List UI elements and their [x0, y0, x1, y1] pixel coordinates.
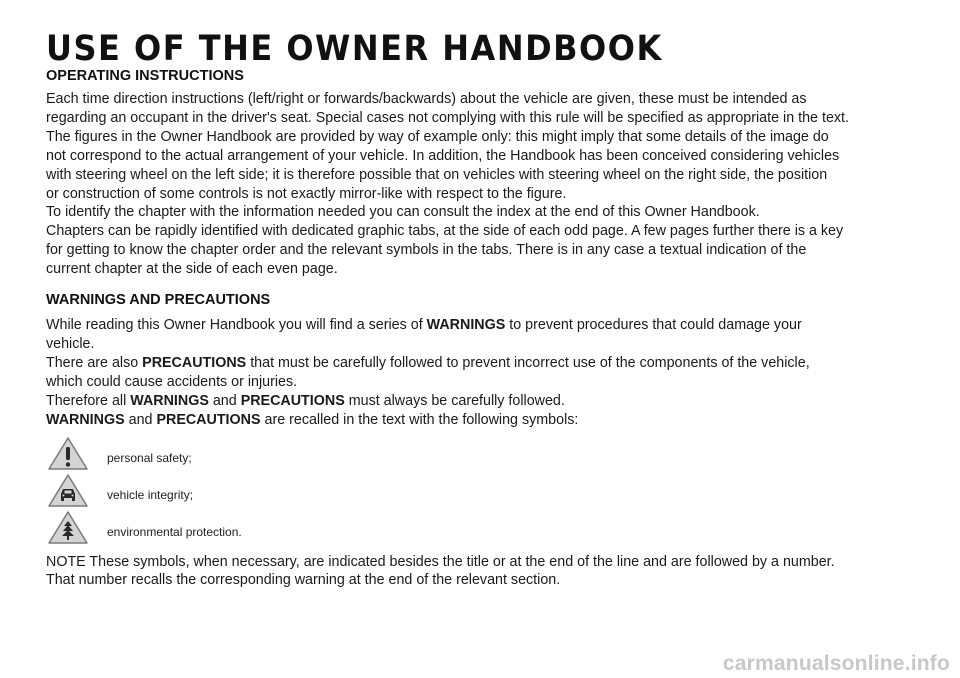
text-line: regarding an occupant in the driver's seat. Special cases not complying with this rule will be specified as appropriate in the text.: [46, 109, 849, 126]
text-line: current chapter at the side of each even page.: [46, 261, 338, 278]
text-run: to prevent procedures that could damage your: [505, 317, 802, 334]
text-line: [46, 392, 926, 411]
precautions-term: PRECAUTIONS: [156, 411, 261, 428]
symbol-list: [46, 436, 926, 547]
text-run: and: [124, 411, 157, 428]
text-line: The figures in the Owner Handbook are provided by way of example only: this might imply that some details of the image do: [46, 128, 829, 145]
text-line: for getting to know the chapter order and the relevant symbols in the tabs. There is in any case a textual indication of the: [46, 242, 807, 259]
text-run: are recalled in the text with the following symbols:: [260, 411, 579, 428]
warnings-precautions-heading: WARNINGS AND PRECAUTIONS: [46, 292, 271, 309]
symbol-row-environmental-protection: [46, 510, 926, 547]
symbol-row-vehicle-integrity: [46, 473, 926, 510]
operating-instructions-text: [46, 90, 926, 279]
page-content: [46, 27, 926, 590]
text-line: with steering wheel on the left side; it is therefore possible that on vehicles with steering wheel on the right side, the position: [46, 166, 828, 183]
text-line: NOTE These symbols, when necessary, are indicated besides the title or at the end of the line and are followed by a number.: [46, 553, 835, 570]
text-run: must always be carefully followed.: [344, 392, 565, 409]
precautions-term: PRECAUTIONS: [142, 354, 247, 371]
text-line: To identify the chapter with the information needed you can consult the index at the end of this Owner Handbook.: [46, 204, 760, 221]
operating-instructions-heading: OPERATING INSTRUCTIONS: [46, 68, 244, 84]
note-text: [46, 553, 926, 591]
precautions-term: PRECAUTIONS: [240, 392, 345, 409]
text-line: or construction of some controls is not exactly mirror-like with respect to the figure.: [46, 185, 567, 202]
page-title: USE OF THE OWNER HANDBOOK: [46, 27, 663, 69]
text-line: which could cause accidents or injuries.: [46, 373, 298, 390]
warnings-term: WARNINGS: [130, 392, 209, 409]
text-line: [46, 354, 926, 373]
text-run: and: [208, 392, 241, 409]
text-run: that must be carefully followed to prevent incorrect use of the components of the vehicle,: [246, 354, 810, 371]
environmental-protection-warning-icon: [46, 510, 90, 546]
text-run: There are also: [46, 354, 143, 371]
vehicle-integrity-warning-icon: [46, 473, 90, 509]
text-run: Therefore all: [46, 392, 131, 409]
warnings-precautions-text: [46, 316, 926, 429]
text-line: That number recalls the corresponding warning at the end of the relevant section.: [46, 572, 561, 589]
text-line: [46, 411, 926, 430]
personal-safety-warning-icon: [46, 436, 90, 472]
text-line: not correspond to the actual arrangement of your vehicle. In addition, the Handbook has been conceived considering vehicles: [46, 147, 840, 164]
warnings-term: WARNINGS: [426, 317, 506, 334]
text-line: [46, 316, 926, 335]
symbol-row-personal-safety: [46, 436, 926, 473]
text-line: Chapters can be rapidly identified with dedicated graphic tabs, at the side of each odd page. A few pages further there is a key: [46, 223, 844, 240]
symbol-label: vehicle integrity;: [107, 488, 194, 502]
text-run: While reading this Owner Handbook you will find a series of: [46, 317, 427, 334]
symbol-label: environmental protection.: [107, 525, 242, 539]
symbol-label: personal safety;: [107, 451, 192, 465]
text-line: vehicle.: [46, 335, 95, 352]
watermark: carmanualsonline.info: [722, 652, 950, 675]
warnings-term: WARNINGS: [46, 411, 125, 428]
text-line: Each time direction instructions (left/right or forwards/backwards) about the vehicle are given, these must be intended as: [46, 91, 807, 107]
